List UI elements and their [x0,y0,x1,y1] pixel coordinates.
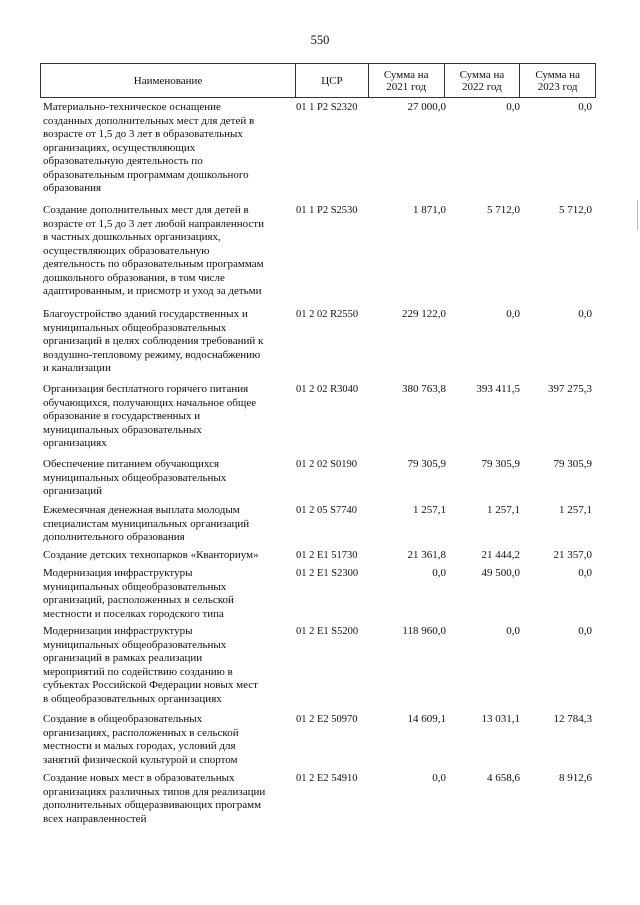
row-code: 01 2 05 S7740 [296,505,357,516]
table-row [40,625,596,713]
table-row [40,204,596,308]
row-code: 01 1 P2 S2320 [296,102,358,113]
row-2022: 49 500,0 [481,567,520,579]
table-row [40,549,596,567]
row-2021: 14 609,1 [407,713,446,725]
row-2023: 397 275,3 [548,383,592,395]
row-2021: 27 000,0 [407,101,446,113]
header-name: Наименование [133,74,203,87]
table-body [40,101,596,830]
row-2022: 4 658,6 [487,772,520,784]
row-2022: 5 712,0 [487,204,520,216]
table-row [40,504,596,549]
row-code: 01 2 E2 50970 [296,714,358,725]
table-row [40,101,596,204]
row-2021: 21 361,8 [407,549,446,561]
row-code: 01 2 E1 51730 [296,550,358,561]
row-2022: 0,0 [506,101,520,113]
row-2021: 1 871,0 [413,204,446,216]
row-code: 01 2 02 R3040 [296,384,359,395]
row-name: Материально-техническое оснащение созданных дополнительных мест для детей в возрасте от 1,5 до 3 лет в образовательных организациях, осуществляющих образовательную деятельность по образовательным программам дошкольного образования [43,101,255,194]
row-name: Создание дополнительных мест для детей в возрасте от 1,5 до 3 лет любой направленности в частных дошкольных организациях, осуществляющих образовательную деятельность по образовательным программам дошкольного образования, в том числе адаптированным, и присмотр и уход за детьми [43,204,264,297]
row-2021: 380 763,8 [402,383,446,395]
row-2023: 0,0 [578,567,592,579]
row-code: 01 2 E1 S5200 [296,626,359,637]
table-row [40,458,596,504]
header-2021: Сумма на 2021 год [368,64,444,97]
row-name: Организация бесплатного горячего питания обучающихся, получающих начальное общее образование в государственных и муниципальных образовательных организациях [43,383,257,449]
row-2021: 0,0 [432,567,446,579]
row-2021: 1 257,1 [413,504,446,516]
row-2023: 12 784,3 [553,713,592,725]
row-2023: 21 357,0 [553,549,592,561]
scan-edge-mark [637,200,638,230]
row-2022: 393 411,5 [476,383,520,395]
row-2021: 0,0 [432,772,446,784]
row-2023: 0,0 [578,308,592,320]
row-2021: 79 305,9 [407,458,446,470]
header-2022: Сумма на 2022 год [444,64,520,97]
row-name: Модернизация инфраструктуры муниципальных общеобразовательных организаций в рамках реализации мероприятий по содействию созданию в субъектах Российской Федерации новых мест в общеобразовательных организациях [43,625,258,705]
header-2023: Сумма на 2023 год [519,64,595,97]
header-code: ЦСР [295,64,368,97]
row-2022: 0,0 [506,625,520,637]
table-row [40,772,596,830]
row-2022: 0,0 [506,308,520,320]
table-header [40,63,596,98]
table-row [40,567,596,625]
row-name: Модернизация инфраструктуры муниципальных общеобразовательных организаций, расположенных в сельской местности и поселках городского типа [43,567,234,620]
row-2023: 1 257,1 [559,504,592,516]
row-2022: 1 257,1 [487,504,520,516]
row-name: Создание детских технопарков «Кванториум» [43,549,259,561]
row-2022: 21 444,2 [481,549,520,561]
row-name: Благоустройство зданий государственных и муниципальных общеобразовательных организаций в целях соблюдения требований к воздушно-тепловому режиму, водоснабжению и канализации [43,308,264,374]
row-2021: 118 960,0 [402,625,446,637]
page-number: 550 [310,33,330,47]
row-name: Ежемесячная денежная выплата молодым специалистам муниципальных организаций дополнительного образования [43,504,250,543]
row-2023: 5 712,0 [559,204,592,216]
row-name: Создание новых мест в образовательных организациях различных типов для реализации дополнительных общеразвивающих программ всех направленностей [43,772,266,825]
row-2022: 13 031,1 [481,713,520,725]
row-2023: 8 912,6 [559,772,592,784]
row-2023: 0,0 [578,625,592,637]
row-2023: 0,0 [578,101,592,113]
row-code: 01 2 E1 S2300 [296,568,359,579]
row-code: 01 2 02 R2550 [296,309,359,320]
row-name: Создание в общеобразовательных организациях, расположенных в сельской местности и малых городах, условий для занятий физической культурой и спортом [43,713,239,766]
row-2022: 79 305,9 [481,458,520,470]
table-row [40,713,596,772]
row-code: 01 2 02 S0190 [296,459,357,470]
table-row [40,308,596,383]
row-code: 01 2 E2 54910 [296,773,358,784]
row-2023: 79 305,9 [553,458,592,470]
row-2021: 229 122,0 [402,308,446,320]
row-name: Обеспечение питанием обучающихся муниципальных общеобразовательных организаций [43,458,227,497]
table-row [40,383,596,458]
row-code: 01 1 P2 S2530 [296,205,358,216]
